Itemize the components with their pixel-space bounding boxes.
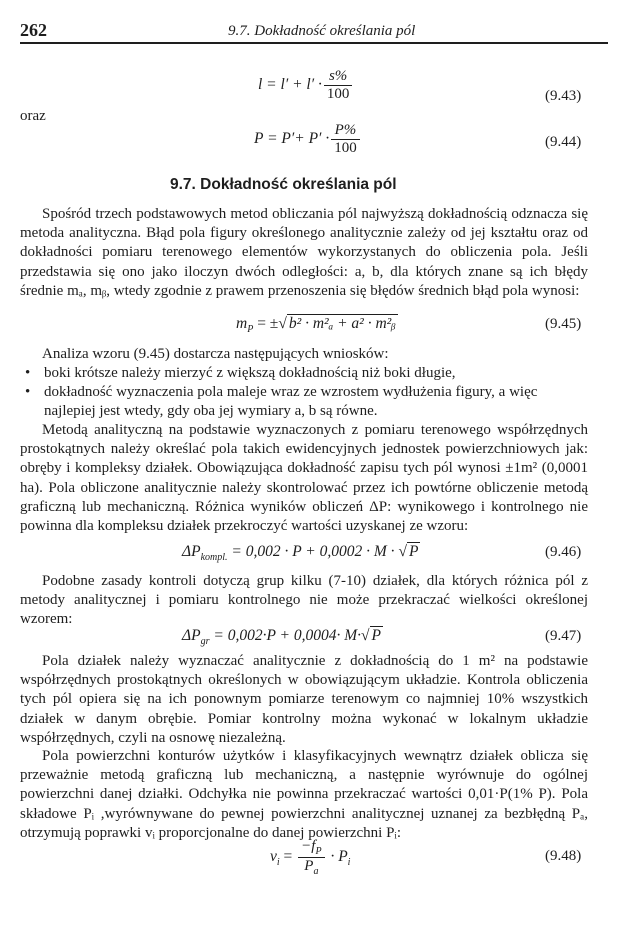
eq-9-48-num-sub: P [315, 846, 322, 857]
eq-9-48-tail-sub: i [347, 857, 351, 869]
header-rule [20, 42, 608, 44]
eq-9-47-lhs-sub: gr [200, 636, 210, 648]
eq-9-48-den-sub: a [313, 866, 319, 877]
eq-9-46-label: (9.46) [545, 544, 582, 560]
eq-9-43-fraction [324, 68, 353, 103]
list-item [20, 383, 588, 421]
sqrt-symbol: √ [361, 627, 370, 644]
paragraph-3: Metodą analityczną na podstawie wyznaczonych z pomiaru terenowego współrzędnych prostokątnych należy określać pola takich ewidencyjnych jednostek powierzchniowych jak: obręby i kompleksy działek. Obowiązująca dokładność zapisu tych pól wynosi ±1m² (0,0001 ha). Pola obliczone analitycznie należy skontrolować przez ich powtórne obliczenie metodą graficzną lub mechaniczną. Różnica wyników obliczeń ΔP: wynikowego i kontrolnego nie powinna dla kompleksu działek przekroczyć wartości uzyskanej ze wzoru: [20, 422, 588, 535]
eq-9-45-mid: = ± [253, 315, 279, 332]
equation-9-45 [236, 314, 398, 335]
eq-9-45-lhs: m [236, 315, 248, 332]
eq-9-48-label: (9.48) [545, 848, 582, 864]
eq-9-43-denominator: 100 [324, 85, 353, 103]
bullet-2-continuation: najlepiej jest wtedy, gdy oba jej wymiary a, b są równe. [44, 403, 378, 420]
eq-9-44-lhs: P = P′+ P′ · [254, 130, 330, 148]
eq-9-47-lhs: ΔP [182, 627, 201, 644]
eq-9-44-denominator: 100 [331, 139, 360, 157]
eq-9-43-label: (9.43) [545, 88, 582, 104]
eq-9-46-radicand: P [408, 543, 419, 560]
eq-9-44-numerator: P% [334, 122, 357, 138]
eq-9-43-numerator: s% [328, 68, 348, 84]
eq-9-45-radicand: b² · m²ₐ + a² · m²ᵦ [288, 315, 396, 332]
eq-9-48-den-text: P [304, 858, 314, 874]
page-number: 262 [20, 20, 47, 40]
eq-9-48-fraction [298, 838, 324, 877]
equation-9-43 [258, 68, 354, 103]
eq-9-46-rhs: = 0,002 · P + 0,0002 · M · [227, 543, 399, 560]
paragraph-2: Analiza wzoru (9.45) dostarcza następujących wniosków: [42, 346, 389, 362]
equation-9-46 [182, 542, 420, 563]
eq-9-44-label: (9.44) [545, 134, 582, 150]
eq-9-48-denominator [298, 857, 324, 877]
list-item [20, 364, 588, 383]
equation-9-44 [254, 122, 362, 157]
bullet-dot-icon: • [25, 384, 31, 401]
eq-9-45-label: (9.45) [545, 316, 582, 332]
eq-9-48-equals: = [279, 848, 297, 866]
eq-9-48-lhs: v [270, 848, 277, 866]
paragraph-6: Pola powierzchni konturów użytków i klasyfikacyjnych wewnątrz działek oblicza się przeważnie metodą graficzną lub mechaniczną, a następnie wyrównuje do ogólnej powierzchni danej działki. Odchyłka nie powinna przekraczać wartości 0,01·P(1% P). Pola składowe Pᵢ ,wyrównywane do pewnej powierzchni analitycznej uznanej za bezbłędną Pₐ, otrzymują poprawki vᵢ proporcjonalne do danej powierzchni Pᵢ: [20, 748, 588, 841]
running-title: 9.7. Dokładność określania pól [228, 23, 416, 39]
eq-9-48-tail: · P [326, 848, 348, 866]
equation-9-48 [270, 838, 350, 877]
bullet-dot-icon: • [25, 365, 31, 381]
eq-9-46-lhs: ΔP [182, 543, 201, 560]
eq-9-48-numerator [298, 838, 324, 857]
eq-9-48-lhs-sub: i [276, 857, 280, 869]
eq-9-46-lhs-sub: kompl. [200, 552, 228, 564]
eq-9-47-radicand: P [371, 627, 381, 644]
eq-9-45-lhs-sub: P [247, 324, 254, 336]
eq-9-44-fraction [331, 122, 360, 157]
paragraph-5: Pola działek należy wyznaczać analitycznie z dokładnością do 1 m² na podstawie współrzędnych prostokątnych określonych w obowiązującym układzie. Kontrola obliczenia tych pól opiera się na ich ponownym pomiarze terenowym co najmniej 10% wszystkich działek w danym obrębie. Pomiar kontrolny można wykonać w lokalnym układzie współrzędnych, czyli na osnowę niezależną. [20, 653, 588, 746]
eq-9-48-num-text: −f [301, 838, 316, 854]
bullet-list [20, 364, 588, 422]
sqrt-symbol: √ [398, 543, 407, 560]
sqrt-symbol: √ [278, 315, 287, 332]
equation-9-47 [182, 626, 383, 647]
bullet-2-text: dokładność wyznaczenia pola maleje wraz ze wzrostem wydłużenia figury, a więc [44, 384, 538, 401]
paragraph-4: Podobne zasady kontroli dotyczą grup kilku (7-10) działek, dla których różnica pól z metody analitycznej i pomiaru kontrolnego nie może przekraczać wielkości określonej wzorem: [20, 573, 588, 628]
bullet-1-text: boki krótsze należy mierzyć z większą dokładnością niż boki długie, [44, 365, 456, 381]
paragraph-1: Spośród trzech podstawowych metod obliczania pól najwyższą dokładnością odznacza się metoda analityczna. Błąd pola figury określonego analitycznie zależy od jej kształtu oraz od dokładności pomiaru terenowego elementów wykorzystanych do obliczenia pola. Jeśli przedstawia się ono jako iloczyn dwóch odległości: a, b, dla których znane są ich błędy średnie mₐ, mᵦ, wtedy zgodnie z prawem przenoszenia się błędów średnich błąd pola wynosi: [20, 206, 588, 299]
eq-9-47-rhs: = 0,002·P + 0,0004· M· [209, 627, 362, 644]
section-heading: 9.7. Dokładność określania pól [170, 176, 397, 193]
eq-9-47-label: (9.47) [545, 628, 582, 644]
oraz-word: oraz [20, 108, 46, 124]
eq-9-43-lhs: l = l′ + l′ · [258, 76, 322, 94]
